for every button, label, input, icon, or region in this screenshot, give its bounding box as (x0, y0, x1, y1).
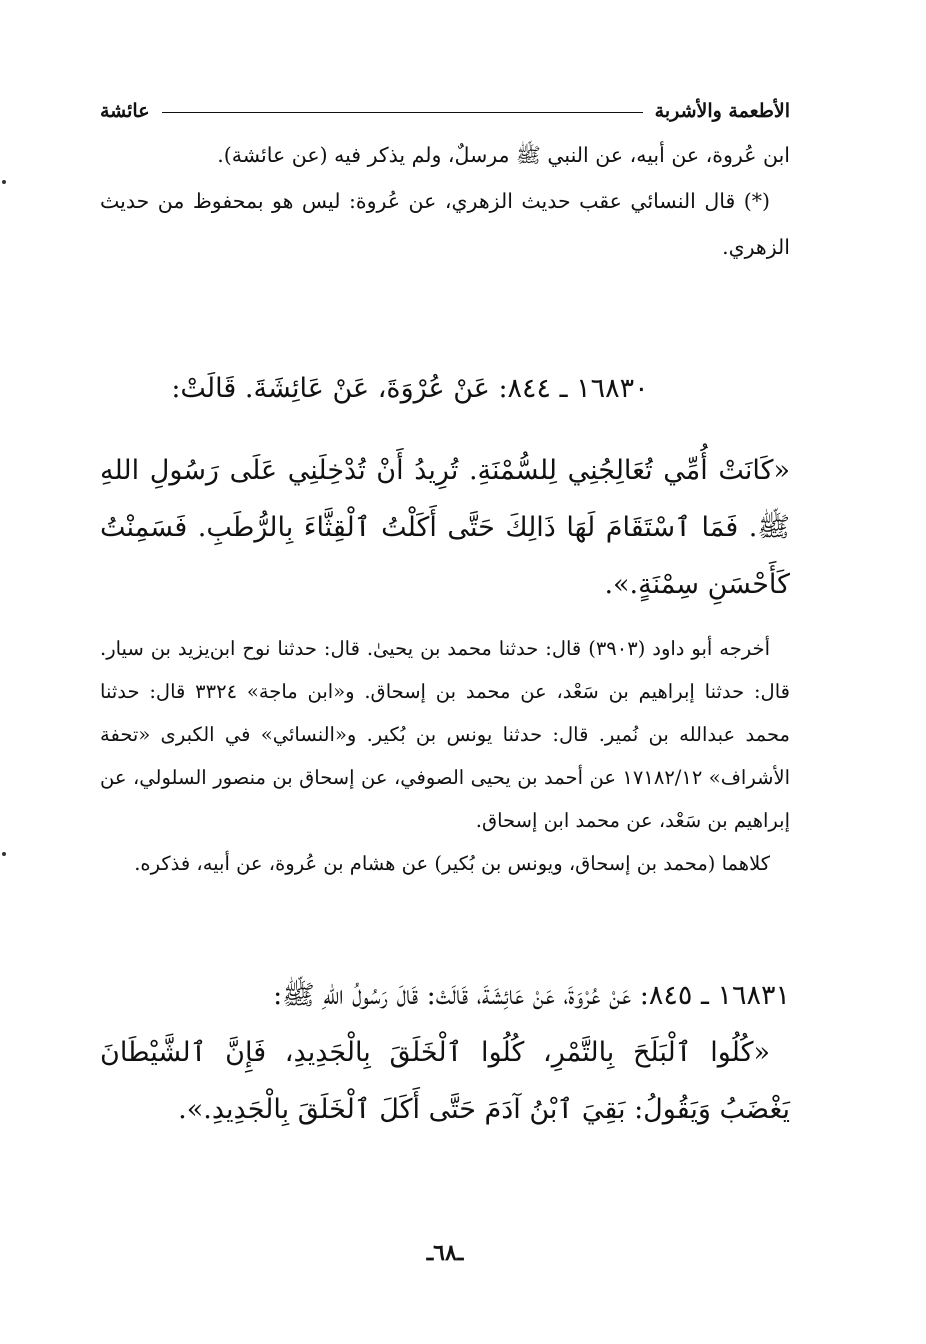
margin-mark (2, 180, 6, 184)
hadith-text: «كَانَتْ أُمِّي تُعَالِجُنِي لِلسُّمْنَةِ. تُرِيدُ أَنْ تُدْخِلَنِي عَلَى رَسُولِ اللهِ ﷺ. فَمَا ٱسْتَقَامَ لَهَا ذَالِكَ حَتَّى أَكَلْتُ ٱلْقِثَّاءَ بِالرُّطَبِ. فَسَمِنْتُ كَأَحْسَنِ سِمْنَةٍ.». (100, 455, 790, 600)
hadith-takhrij: أخرجه أبو داود (٣٩٠٣) قال: حدثنا محمد بن يحيىٰ. قال: حدثنا نوح ابن‌يزيد بن سيار. قال: حدثنا إبراهيم بن سَعْد، عن محمد بن إسحاق. و«ابن ماجة» ٣٣٢٤ قال: حدثنا محمد عبدالله بن نُمير. قال: حدثنا يونس بن بُكير. و«النسائي» في الكبرى «تحفة الأشراف» ١٧١٨٢/١٢ عن أحمد بن يحيى الصوفي، عن إسحاق بن منصور السلولي، عن إبراهيم بن سَعْد، عن محمد ابن إسحاق. (100, 637, 790, 832)
spacer (100, 885, 790, 967)
running-header (100, 88, 790, 122)
intro-continuation: ابن عُروة، عن أبيه، عن النبي ﷺ مرسلٌ، ولم يذكر فيه (عن عائشة). (217, 143, 790, 167)
intro-footnote: (*) قال النسائي عقب حديث الزهري، عن عُروة: ليس هو بمحفوظ من حديث الزهري. (100, 189, 790, 259)
hadith-text: «كُلُوا ٱلْبَلَحَ بِالتَّمْرِ، كُلُوا ٱلْخَلَقَ بِالْجَدِيدِ، فَإِنَّ ٱلشَّيْطَانَ يَغْضَبُ وَيَقُولُ: بَقِيَ ٱبْنُ آدَمَ حَتَّى أَكَلَ ٱلْخَلَقَ بِالْجَدِيدِ.». (100, 1037, 790, 1125)
header-rule (162, 112, 643, 113)
spacer (100, 270, 790, 336)
header-chapter-title: الأطعمة والأشربة (654, 100, 790, 122)
hadith-entry (100, 363, 790, 885)
hadith-entry (100, 967, 790, 1138)
hadith-heading: ١٦٨٣٠ ـ ٨٤٤: عَنْ عُرْوَةَ، عَنْ عَائِشَةَ. قَالَتْ: (171, 373, 649, 404)
hadith-takhrij-summary: كلاهما (محمد بن إسحاق، ويونس بن بُكير) عن هشام بن عُروة، عن أبيه، فذكره. (134, 852, 770, 875)
header-musnad-name: عائشة (100, 100, 150, 122)
page-number: ـ٦٨ـ (426, 1240, 464, 1266)
margin-mark (2, 852, 6, 856)
book-page (100, 88, 790, 1288)
hadith-heading: ١٦٨٣١ ـ ٨٤٥: عَنْ عُرْوَةَ، عَنْ عَائِشَةَ، قَالَتْ: قَالَ رَسُولُ اللهِ ﷺ: (273, 980, 790, 1011)
